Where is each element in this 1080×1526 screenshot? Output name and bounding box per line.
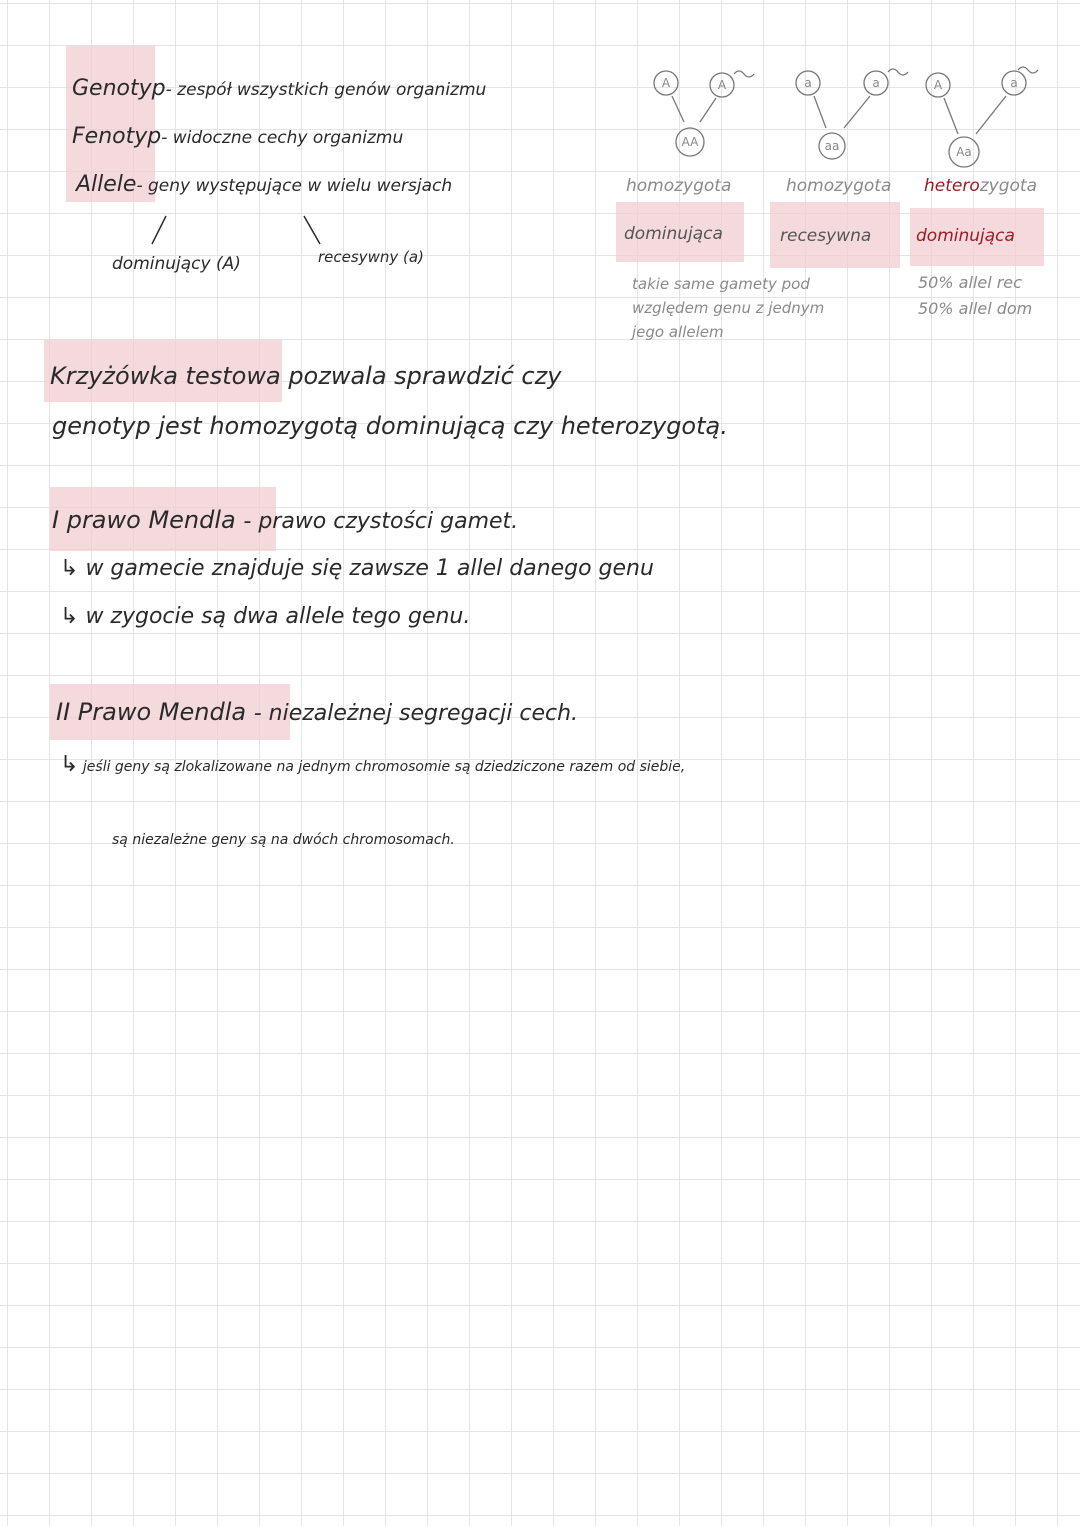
- zygote-1: AA: [681, 135, 699, 149]
- crossing-line-1: [50, 362, 561, 390]
- crossing-line-2: genotyp jest homozygotą dominującą czy heterozygotą.: [52, 412, 728, 440]
- allele-recessive: recesywny (a): [318, 248, 424, 266]
- note-50-rec: 50% allel rec: [918, 273, 1022, 292]
- zygote-2: aa: [824, 139, 840, 153]
- definition-genotype-text: - zespół wszystkich genów organizmu: [165, 80, 487, 100]
- law1-heading: [52, 506, 518, 534]
- law2-title: II Prawo Mendla: [56, 698, 247, 726]
- label-homozygote-2: homozygota: [786, 176, 892, 196]
- law2-item-1-text: jeśli geny są zlokalizowane na jednym chromosomie są dziedziczone razem od siebie,: [82, 759, 686, 775]
- label-heterozygote-prefix: hetero: [924, 176, 980, 196]
- zygote-diagrams: [0, 0, 1080, 200]
- notes-homozygote-dominant: [632, 272, 824, 344]
- diagram-aa-hetero: [926, 67, 1038, 167]
- arrow-icon: ↳: [60, 604, 79, 629]
- note-line-2: względem genu z jednym: [632, 299, 825, 317]
- gamete-3-left: A: [933, 78, 943, 92]
- law1-item-1: [60, 556, 654, 581]
- notes-heterozygote: [918, 270, 1032, 322]
- type-dominant-1: dominująca: [624, 224, 723, 244]
- arrow-icon: ↳: [60, 752, 79, 777]
- gamete-2-right: a: [872, 76, 880, 90]
- diagram-aa-dominant: [654, 71, 754, 156]
- law2-item-2: są niezależne geny są na dwóch chromosomach.: [112, 832, 455, 848]
- definition-alleles-text: - geny występujące w wielu wersjach: [136, 176, 453, 196]
- note-line-1: takie same gamety pod: [632, 275, 810, 293]
- law1-subtitle: - prawo czystości gamet.: [243, 509, 519, 534]
- gamete-3-right: a: [1010, 76, 1018, 90]
- gamete-1-right: A: [717, 78, 727, 92]
- note-50-dom: 50% allel dom: [918, 299, 1033, 318]
- law2-heading: [56, 698, 578, 726]
- gamete-1-left: A: [661, 76, 671, 90]
- term-alleles: Allele: [76, 172, 137, 197]
- term-genotype: Genotyp: [72, 76, 166, 101]
- gamete-2-left: a: [804, 76, 812, 90]
- diagram-aa-recessive: [796, 69, 908, 159]
- arrow-icon: ↳: [60, 556, 79, 581]
- law2-subtitle: - niezależnej segregacji cech.: [253, 701, 579, 726]
- definition-phenotype-text: - widoczne cechy organizmu: [161, 128, 404, 148]
- label-heterozygote-suffix: zygota: [979, 176, 1038, 196]
- label-homozygote-1: homozygota: [626, 176, 732, 196]
- type-dominant-3: dominująca: [916, 226, 1015, 246]
- type-recessive-2: recesywna: [780, 226, 872, 246]
- note-line-3: jego allelem: [632, 323, 724, 341]
- law1-item-1-text: w gamecie znajduje się zawsze 1 allel danego genu: [85, 556, 654, 581]
- crossing-term: Krzyżówka testowa: [50, 362, 281, 390]
- law2-item-1: [60, 752, 685, 777]
- law1-title: I prawo Mendla: [52, 506, 236, 534]
- label-heterozygote: [924, 176, 1037, 196]
- term-phenotype: Fenotyp: [72, 124, 162, 149]
- allele-dominant: dominujący (A): [112, 254, 241, 274]
- law1-item-2-text: w zygocie są dwa allele tego genu.: [85, 604, 471, 629]
- zygote-3: Aa: [956, 145, 972, 159]
- law1-item-2: [60, 604, 470, 629]
- crossing-text-1: pozwala sprawdzić czy: [288, 362, 562, 390]
